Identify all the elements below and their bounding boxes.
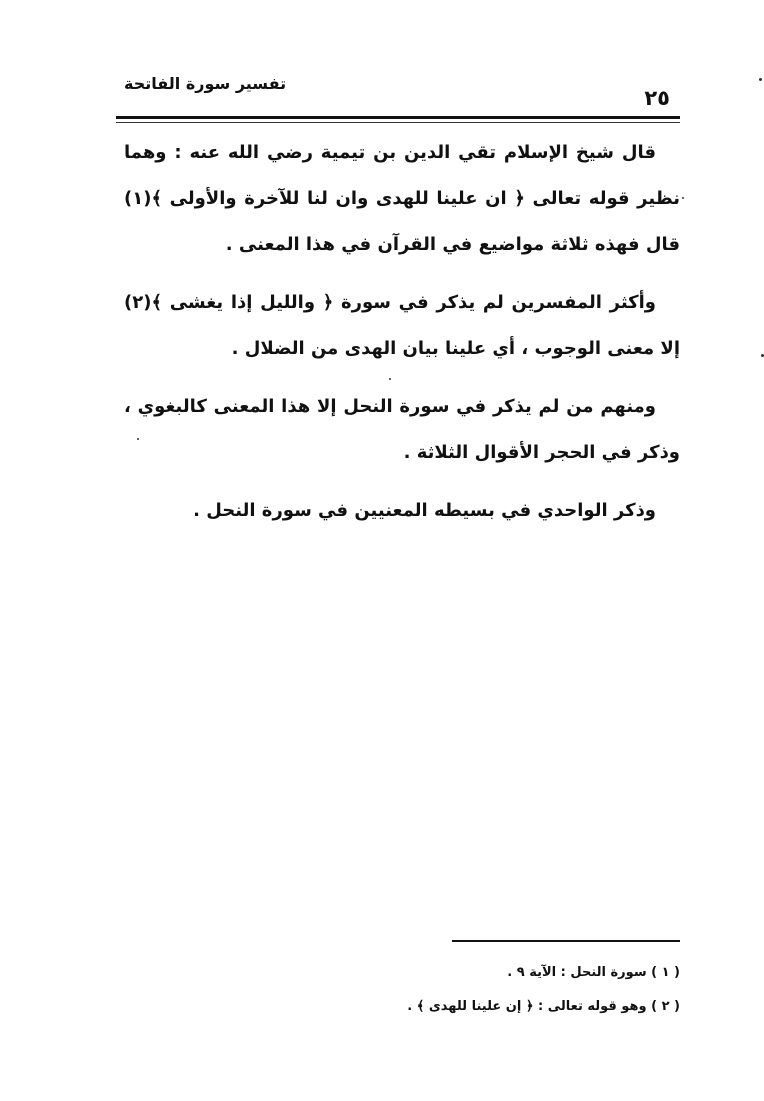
paragraph-4: وذكر الواحدي في بسيطه المعنيين في سورة النحل .: [193, 500, 656, 521]
scan-speck: [682, 197, 684, 199]
page-number: ٢٥: [644, 86, 670, 110]
header-rule: [116, 116, 680, 119]
page-header: [118, 70, 678, 116]
header-rule-thin: [116, 122, 680, 123]
scan-speck: [759, 78, 762, 81]
paragraph-1: قال شيخ الإسلام تقي الدين بن تيمية رضي الله عنه : وهما نظير قوله تعالى ﴿ ان علينا للهدى وان لنا للآخرة والأولى ﴾(١) قال فهذه ثلاثة مواضيع في القرآن في هذا المعنى .: [124, 142, 680, 255]
footnote-1: ( ١ ) سورة النحل : الآية ٩ .: [507, 965, 680, 980]
scan-speck: [137, 438, 139, 440]
footnote-2: ( ٢ ) وهو قوله تعالى : ﴿ إن علينا للهدى ﴾ .: [407, 999, 680, 1014]
footnotes: [300, 956, 680, 1024]
footnote-rule: [452, 940, 680, 942]
scan-speck: [389, 378, 391, 380]
paragraph-3: ومنهم من لم يذكر في سورة النحل إلا هذا المعنى كالبغوي ، وذكر في الحجر الأقوال الثلاثة .: [124, 396, 680, 463]
paragraph-2: وأكثر المفسرين لم يذكر في سورة ﴿ والليل إذا يغشى ﴾(٢) إلا معنى الوجوب ، أي علينا بيان الهدى من الضلال .: [124, 292, 680, 359]
body-text: [124, 130, 680, 546]
running-title: تفسير سورة الفاتحة: [124, 74, 287, 93]
